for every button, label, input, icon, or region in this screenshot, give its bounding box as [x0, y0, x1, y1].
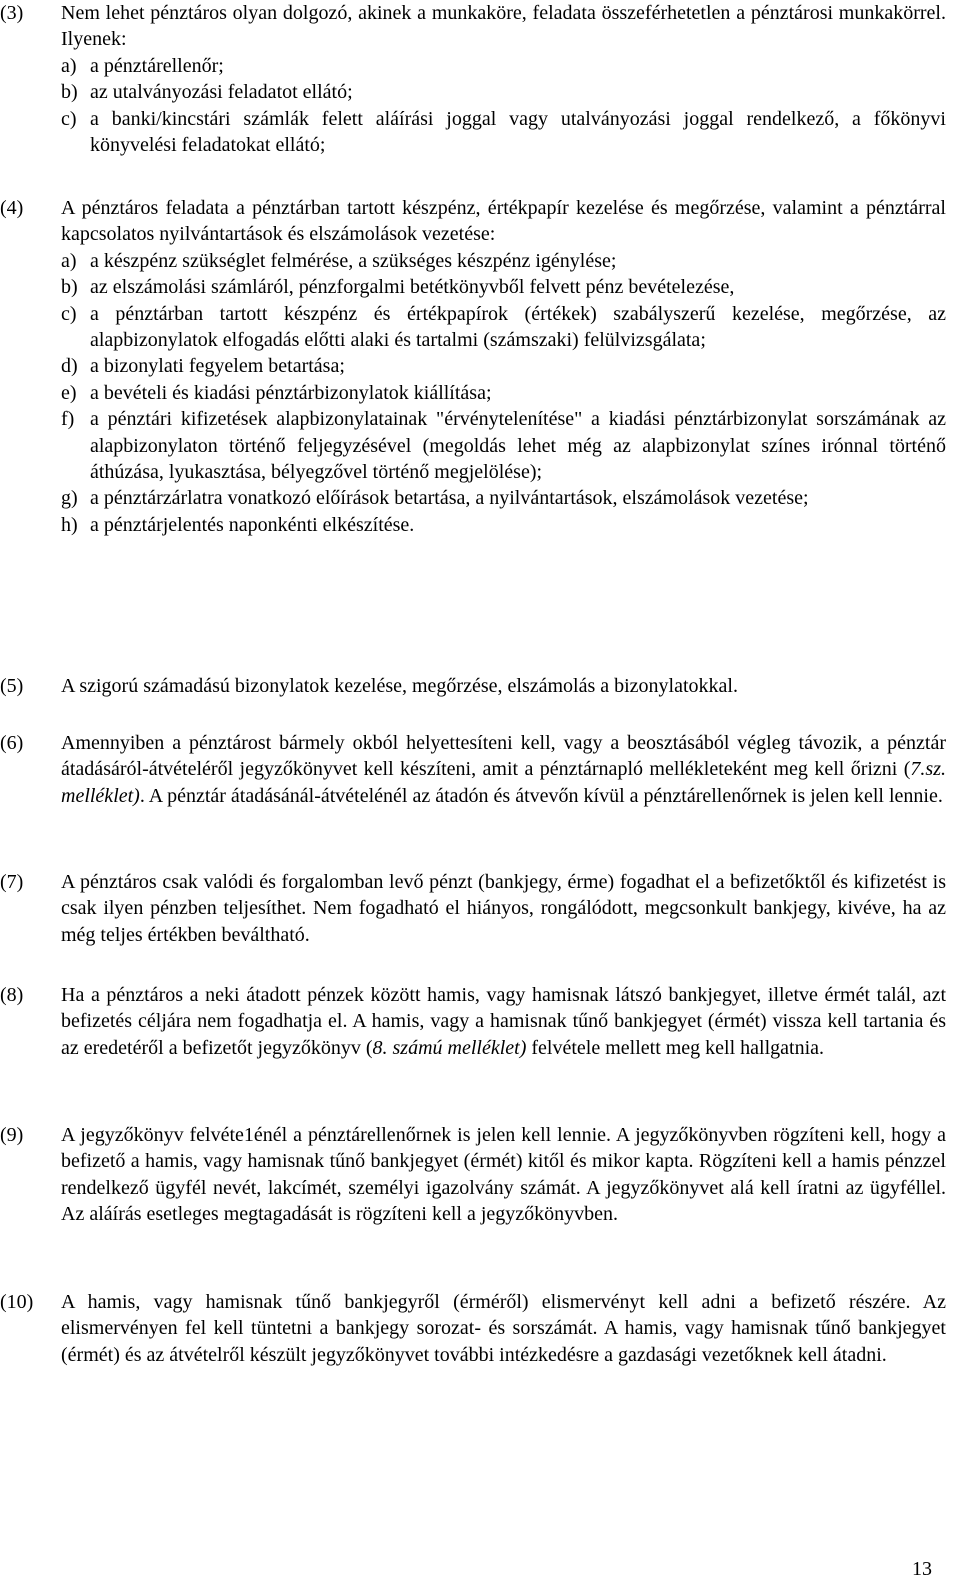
paragraph-number: (7) — [0, 871, 24, 893]
paragraph-intro: A pénztáros feladata a pénztárban tartott készpénz, értékpapír kezelése és megőrzése, valamint a pénztárral kapcsolatos nyilvántartások és elszámolások vezetése: — [61, 197, 946, 246]
paragraph-8 — [0, 982, 946, 1061]
list-item — [61, 53, 946, 79]
list-item — [61, 301, 946, 354]
list-item-letter: b) — [61, 81, 78, 104]
paragraph-number: (6) — [0, 732, 24, 754]
list-item-letter: a) — [61, 249, 77, 272]
list-item — [61, 274, 946, 300]
annex-reference: 8. számú melléklet) — [372, 1036, 527, 1059]
paragraph-3 — [0, 0, 946, 158]
list-item — [61, 248, 946, 274]
list-item-letter: h) — [61, 513, 78, 536]
list-item-letter: a) — [61, 54, 77, 77]
paragraph-number: (10) — [0, 1291, 34, 1313]
paragraph-7 — [0, 869, 946, 948]
list-item-text: az elszámolási számláról, pénzforgalmi betétkönyvből felvett pénz bevételezése, — [90, 276, 735, 299]
list-item-text: a pénztárzárlatra vonatkozó előírások betartása, a nyilvántartások, elszámolások vezetése; — [90, 487, 809, 510]
paragraph-text: A jegyzőkönyv felvéte1énél a pénztárellenőrnek is jelen kell lennie. A jegyzőkönyvben rögzíteni kell, hogy a befizető a hamis, vagy hamisnak tűnő bankjegyet (érmét) kitől és mikor kapta. Rögzíteni kell a hamis pénzzel rendelkező ügyfél nevét, lakcímét, személyi igazolvány számát. A jegyzőkönyvet alá kell íratni az ügyféllel. Az aláírás esetleges megtagadását is rögzíteni kell a jegyzőkönyvben. — [61, 1124, 946, 1226]
paragraph-intro: Nem lehet pénztáros olyan dolgozó, akinek a munkaköre, feladata összeférhetetlen a pénztárosi munkakörrel. Ilyenek: — [61, 2, 946, 51]
paragraph-4 — [0, 195, 946, 538]
paragraph-text: . A pénztár átadásánál-átvételénél az átadón és átvevőn kívül a pénztárellenőrnek is jelen kell lennie. — [139, 784, 943, 807]
annex-reference: 7.sz. melléklet) — [61, 758, 946, 807]
list-item-text: a pénztárban tartott készpénz és értékpapírok (értékek) szabályszerű kezelése, megőrzése, az alapbizonylatok elfogadás előtti alaki és tartalmi (számszaki) felülvizsgálata; — [90, 302, 946, 352]
list-item — [61, 485, 946, 511]
list-item-letter: f) — [61, 408, 75, 431]
paragraph-5 — [0, 673, 946, 699]
paragraph-number: (8) — [0, 984, 24, 1006]
list-item-text: a készpénz szükséglet felmérése, a szükséges készpénz igénylése; — [90, 249, 617, 272]
list-item — [61, 380, 946, 406]
list-item-letter: d) — [61, 355, 78, 378]
list-item — [61, 512, 946, 538]
paragraph-text: A szigorú számadású bizonylatok kezelése, megőrzése, elszámolás a bizonylatokkal. — [61, 675, 738, 697]
list-item — [61, 79, 946, 105]
paragraph-text: A pénztáros csak valódi és forgalomban levő pénzt (bankjegy, érme) fogadhat el a befizetőktől és kifizetést is csak ilyen pénzben teljesíthet. Nem fogadható el hiányos, rongálódott, megcsonkult bankjegy, kivéve, ha az még teljes értékben beváltható. — [61, 871, 946, 946]
list-item-text: a banki/kincstári számlák felett aláírási joggal vagy utalványozási joggal rendelkező, a főkönyvi könyvelési feladatokat ellátó; — [90, 107, 946, 157]
paragraph-6 — [0, 730, 946, 809]
paragraph-text: Ha a pénztáros a neki átadott pénzek között hamis, vagy hamisnak látszó bankjegyet, illetve érmét talál, azt befizetés céljára nem fogadhatja el. A hamis, vagy a hamisnak tűnő bankjegyet (érmét) vissza kell tartania és az eredetéről a befizetőt jegyzőkönyv ( — [61, 984, 946, 1059]
list-item-text: a pénztárjelentés naponkénti elkészítése. — [90, 513, 415, 536]
paragraph-number: (4) — [0, 197, 24, 219]
paragraph-9 — [0, 1122, 946, 1228]
list-item-letter: c) — [61, 107, 77, 130]
page-number: 13 — [912, 1558, 932, 1580]
paragraph-number: (9) — [0, 1124, 24, 1146]
list-item — [61, 106, 946, 159]
paragraph-text: felvétele mellett meg kell hallgatnia. — [526, 1036, 825, 1059]
list-item — [61, 406, 946, 485]
list-item-text: a bizonylati fegyelem betartása; — [90, 355, 345, 378]
list-item-text: a pénztárellenőr; — [90, 54, 224, 77]
paragraph-10 — [0, 1289, 946, 1368]
paragraph-text: Amennyiben a pénztárost bármely okból helyettesíteni kell, vagy a beosztásából végleg távozik, a pénztár átadásáról-átvételéről jegyzőkönyvet kell készíteni, amit a pénztárnapló mellékleteként meg kell őrizni ( — [61, 732, 946, 781]
list-item-text: a bevételi és kiadási pénztárbizonylatok kiállítása; — [90, 381, 492, 404]
list-item — [61, 353, 946, 379]
list-item-letter: c) — [61, 302, 77, 325]
paragraph-text: A hamis, vagy hamisnak tűnő bankjegyről (érméről) elismervényt kell adni a befizető részére. Az elismervényen fel kell tüntetni a bankjegy sorozat- és sorszámát. A hamis, vagy hamisnak tűnő bankjegyet (érmét) és az átvételről készült jegyzőkönyvet további intézkedésre a gazdasági vezetőknek kell átadni. — [61, 1291, 946, 1366]
list-item-text: a pénztári kifizetések alapbizonylatainak "érvénytelenítése" a kiadási pénztárbizonylat sorszámának az alapbizonylaton történő feljegyzésével (megoldás lehet még az alapbizonylat színes irónnal történő áthúzása, lyukasztása, bélyegzővel történő megjelölése); — [90, 408, 946, 484]
list-item-letter: e) — [61, 381, 77, 404]
paragraph-number: (3) — [0, 2, 24, 24]
paragraph-number: (5) — [0, 675, 24, 697]
list-item-letter: b) — [61, 276, 78, 299]
list-item-letter: g) — [61, 487, 78, 510]
list-item-text: az utalványozási feladatot ellátó; — [90, 81, 353, 104]
